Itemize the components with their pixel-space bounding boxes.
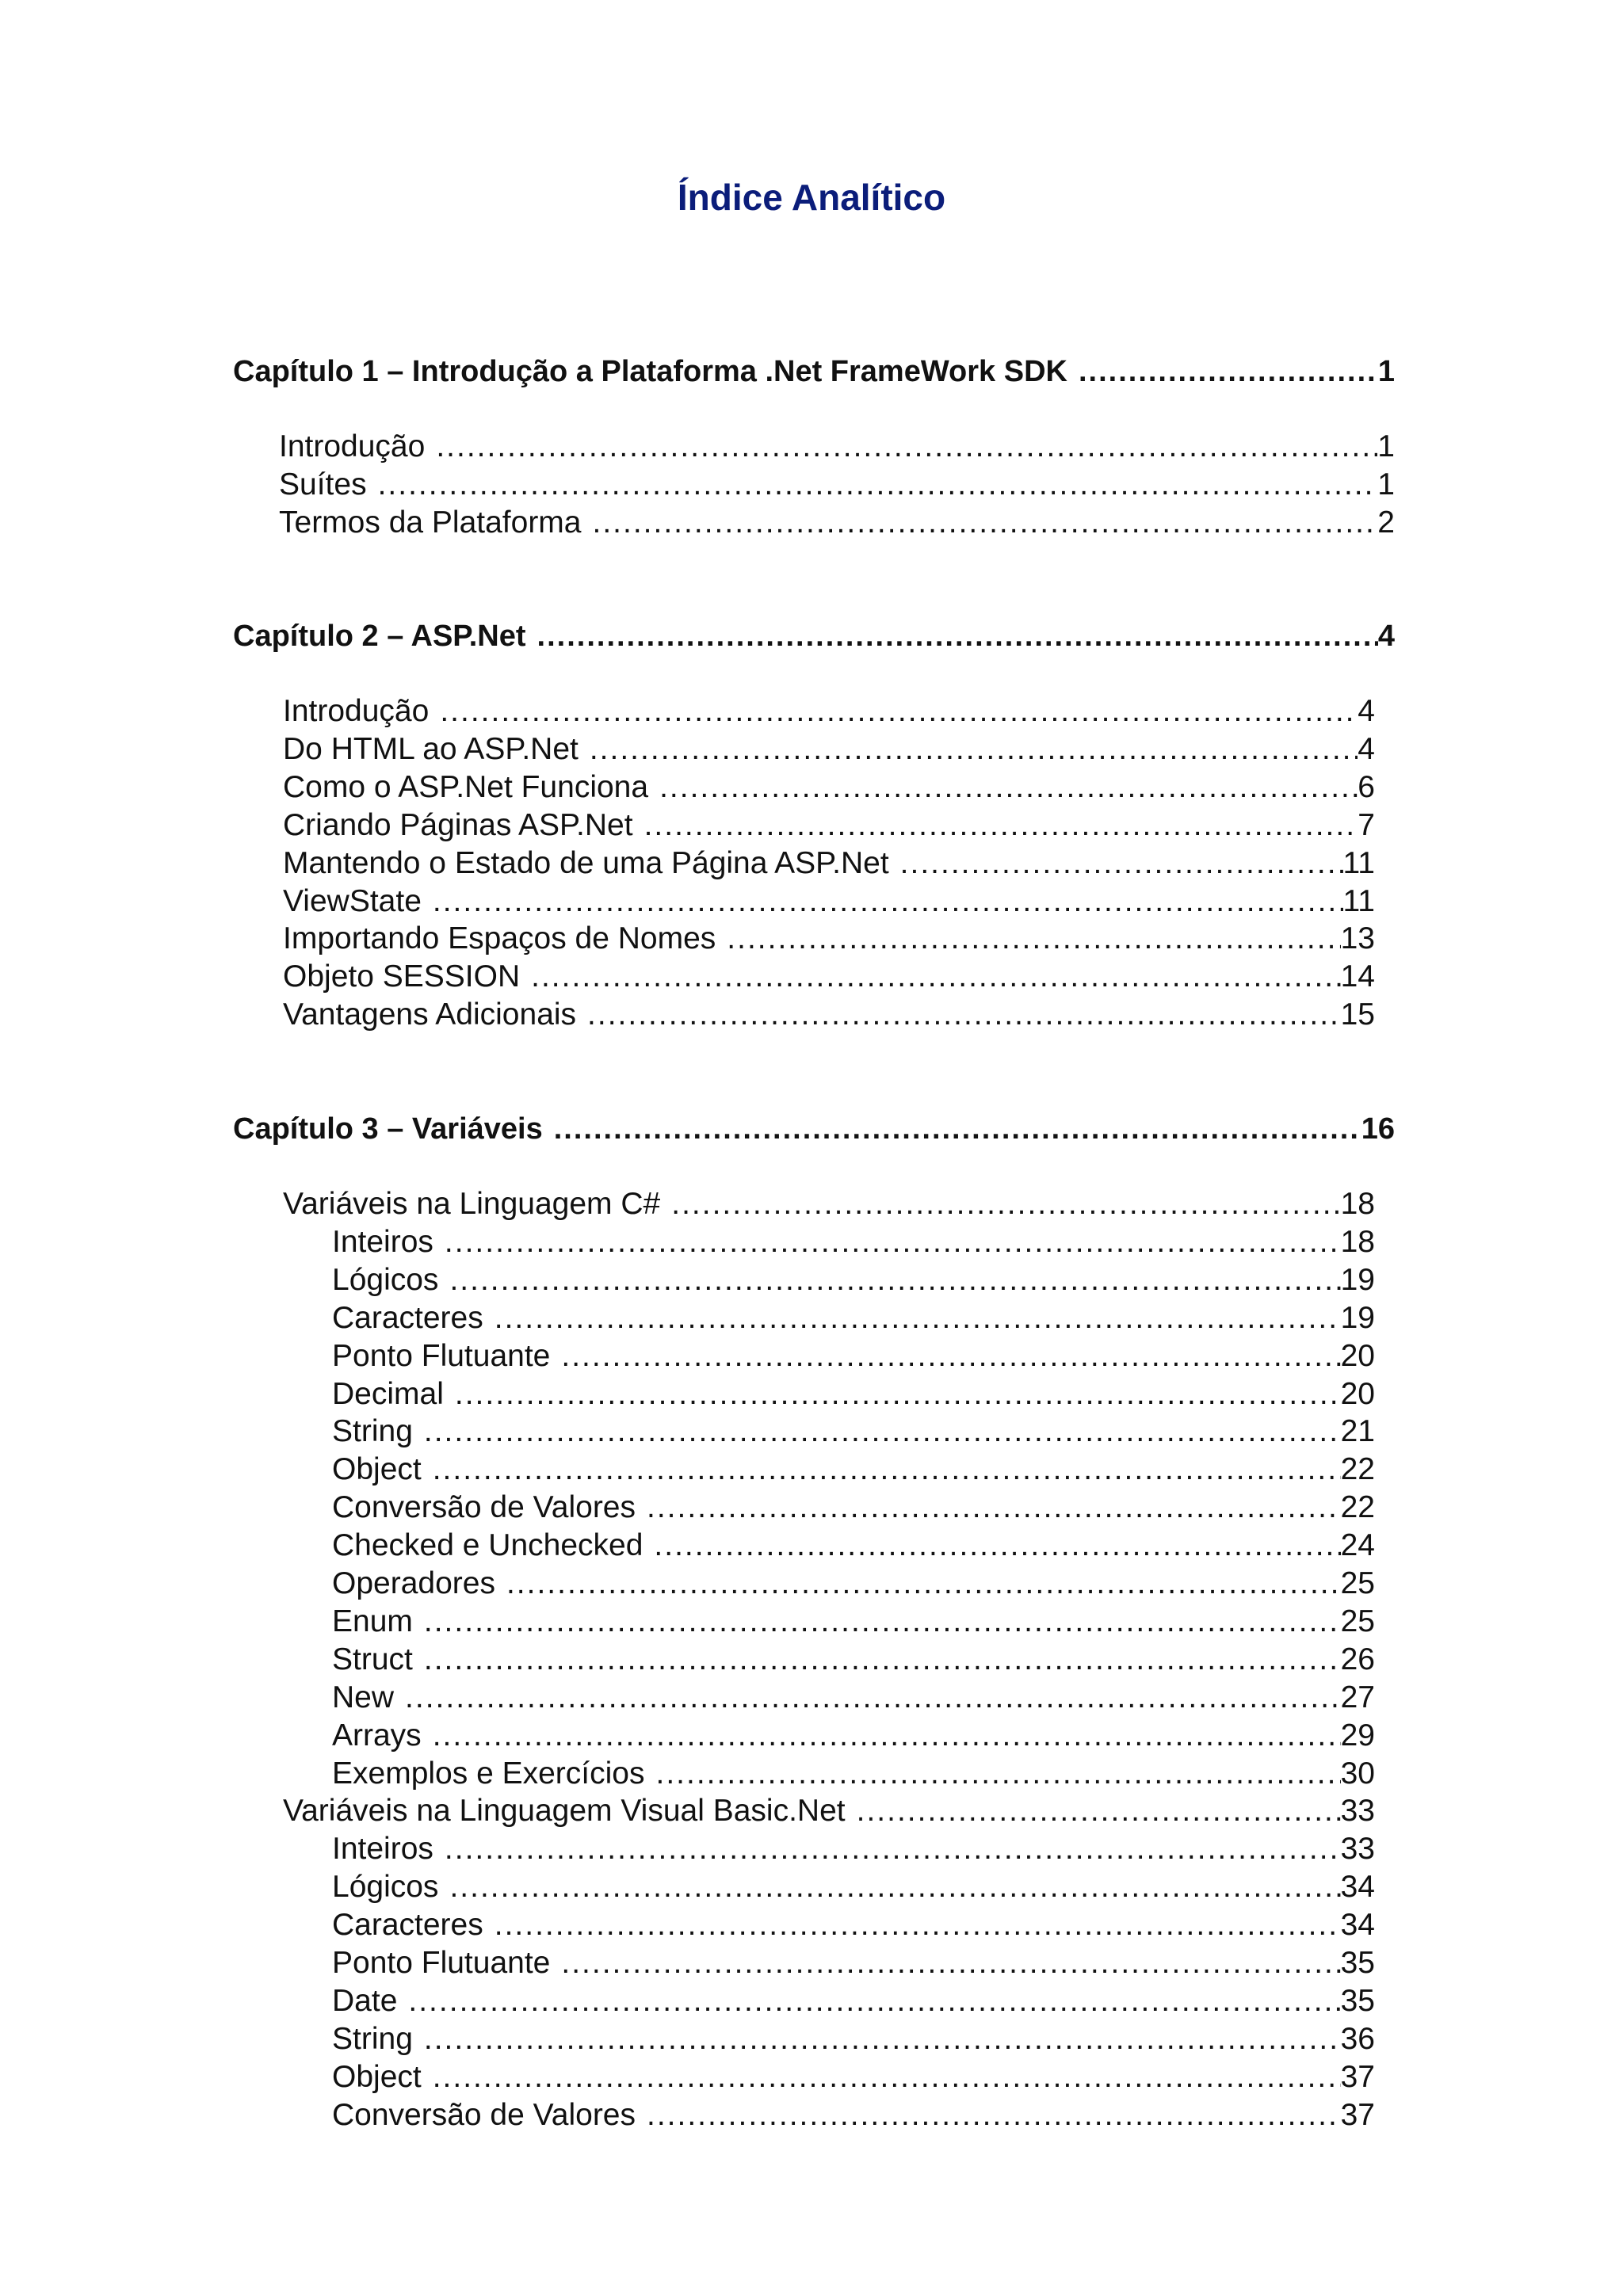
toc-section-entry[interactable]: [283, 694, 1375, 730]
toc-subsection-entry[interactable]: [332, 1870, 1375, 1905]
dot-leader: [422, 1718, 1341, 1754]
toc-entry-label: Caracteres: [332, 1300, 483, 1335]
dot-leader: [526, 620, 1378, 654]
toc-entry-page-number: 1: [1377, 355, 1395, 388]
dot-leader: [633, 808, 1358, 844]
toc-entry-label: Conversão de Valores: [332, 2097, 636, 2132]
dot-leader: [846, 1794, 1341, 1829]
toc-entry-page-number: 19: [1340, 1300, 1375, 1335]
toc-section-entry[interactable]: [279, 467, 1395, 503]
dot-leader: [397, 1984, 1340, 2019]
toc-subsection-entry[interactable]: [332, 1908, 1375, 1943]
dot-leader: [889, 846, 1343, 882]
dot-leader: [636, 2098, 1341, 2134]
toc-section-entry[interactable]: [283, 846, 1375, 882]
dot-leader: [413, 1414, 1341, 1450]
toc-entry-label: String: [332, 2021, 413, 2056]
dot-leader: [367, 467, 1378, 503]
toc-entry-label: Lógicos: [332, 1870, 439, 1905]
toc-subsection-entry[interactable]: [332, 1756, 1375, 1792]
toc-entry-page-number: 18: [1340, 1224, 1375, 1259]
toc-entry-label: Termos da Plataforma: [279, 505, 582, 540]
toc-section-entry[interactable]: [279, 429, 1395, 465]
toc-entry-page-number: 29: [1340, 1718, 1375, 1753]
toc-entry-page-number: 33: [1340, 1832, 1375, 1867]
toc-subsection-entry[interactable]: [332, 1225, 1375, 1261]
dot-leader: [413, 2022, 1341, 2058]
toc-entry-page-number: 11: [1342, 845, 1375, 880]
dot-leader: [425, 429, 1377, 465]
toc-entry-label: New: [332, 1680, 395, 1714]
toc-section-entry[interactable]: [283, 770, 1375, 806]
toc-entry-page-number: 16: [1361, 1112, 1395, 1146]
toc-subsection-entry[interactable]: [332, 1377, 1375, 1413]
toc-entry-page-number: 4: [1377, 620, 1395, 653]
toc-entry-page-number: 4: [1358, 694, 1375, 728]
dot-leader: [1067, 355, 1378, 390]
toc-section-entry[interactable]: [283, 1794, 1375, 1829]
toc-subsection-entry[interactable]: [332, 1832, 1375, 1867]
toc-entry-label: Capítulo 1 – Introdução a Plataforma .Net FrameWork SDK: [233, 355, 1067, 388]
toc-entry-label: Capítulo 2 – ASP.Net: [233, 620, 526, 653]
toc-entry-page-number: 20: [1340, 1338, 1375, 1373]
dot-leader: [422, 2060, 1341, 2096]
dot-leader: [433, 1225, 1341, 1261]
toc-entry-page-number: 24: [1340, 1528, 1375, 1563]
toc-entry-page-number: 1: [1377, 467, 1395, 502]
toc-entry-page-number: 4: [1358, 731, 1375, 766]
toc-entry-page-number: 30: [1340, 1756, 1375, 1791]
toc-entry-label: String: [332, 1414, 413, 1449]
toc-entry-page-number: 6: [1358, 769, 1375, 804]
dot-leader: [636, 1490, 1341, 1526]
toc-entry-label: Object: [332, 2059, 422, 2094]
toc-entry-label: Criando Páginas ASP.Net: [283, 807, 633, 842]
toc-entry-label: Lógicos: [332, 1262, 439, 1297]
toc-entry-page-number: 36: [1340, 2021, 1375, 2056]
toc-entry-label: Ponto Flutuante: [332, 1338, 551, 1373]
toc-entry-page-number: 22: [1340, 1490, 1375, 1525]
toc-entry-label: Introdução: [279, 429, 426, 463]
toc-entry-label: Checked e Unchecked: [332, 1528, 643, 1563]
toc-entry-label: Capítulo 3 – Variáveis: [233, 1112, 543, 1146]
toc-subsection-entry[interactable]: [332, 1566, 1375, 1602]
toc-entry-page-number: 11: [1342, 883, 1375, 918]
toc-entry-page-number: 14: [1340, 959, 1375, 994]
toc-subsection-entry[interactable]: [332, 1946, 1375, 1981]
toc-entry-label: Objeto SESSION: [283, 959, 521, 994]
toc-entry-label: Vantagens Adicionais: [283, 997, 577, 1032]
toc-entry-page-number: 35: [1340, 1946, 1375, 1980]
toc-subsection-entry[interactable]: [332, 1680, 1375, 1716]
toc-entry-page-number: 13: [1340, 921, 1375, 956]
toc-entry-label: Importando Espaços de Nomes: [283, 921, 716, 956]
dot-leader: [483, 1908, 1341, 1943]
dot-leader: [643, 1528, 1340, 1564]
toc-entry-page-number: 15: [1340, 997, 1375, 1032]
toc-entry-page-number: 37: [1340, 2059, 1375, 2094]
dot-leader: [444, 1377, 1341, 1413]
toc-entry-label: Inteiros: [332, 1832, 433, 1867]
toc-entry-label: Introdução: [283, 694, 430, 728]
toc-subsection-entry[interactable]: [332, 1604, 1375, 1640]
toc-chapter-heading[interactable]: [233, 355, 1395, 390]
toc-entry-page-number: 25: [1340, 1604, 1375, 1638]
toc-entry-label: Object: [332, 1452, 422, 1487]
dot-leader: [579, 732, 1358, 768]
toc-subsection-entry[interactable]: [332, 1718, 1375, 1754]
dot-leader: [413, 1604, 1341, 1640]
dot-leader: [483, 1301, 1341, 1337]
dot-leader: [716, 921, 1340, 957]
toc-entry-page-number: 20: [1340, 1376, 1375, 1411]
toc-entry-page-number: 2: [1377, 505, 1395, 540]
toc-entry-label: Ponto Flutuante: [332, 1946, 551, 1980]
dot-leader: [644, 1756, 1340, 1792]
toc-subsection-entry[interactable]: [332, 1528, 1375, 1564]
toc-subsection-entry[interactable]: [332, 1984, 1375, 2019]
dot-leader: [394, 1680, 1341, 1716]
toc-subsection-entry[interactable]: [332, 1339, 1375, 1375]
toc-entry-label: Variáveis na Linguagem C#: [283, 1187, 661, 1221]
toc-entry-page-number: 7: [1358, 807, 1375, 842]
toc-subsection-entry[interactable]: [332, 1452, 1375, 1488]
dot-leader: [433, 1832, 1341, 1867]
toc-entry-label: Do HTML ao ASP.Net: [283, 731, 579, 766]
toc-subsection-entry[interactable]: [332, 1301, 1375, 1337]
page-title: Índice Analítico: [677, 177, 946, 218]
toc-entry-label: Arrays: [332, 1718, 422, 1753]
toc-entry-page-number: 19: [1340, 1262, 1375, 1297]
toc-subsection-entry[interactable]: [332, 2060, 1375, 2096]
toc-entry-label: Decimal: [332, 1376, 444, 1411]
dot-leader: [550, 1339, 1340, 1375]
toc-entry-page-number: 33: [1340, 1794, 1375, 1829]
toc-entry-page-number: 1: [1377, 429, 1395, 463]
toc-section-entry[interactable]: [283, 732, 1375, 768]
dot-leader: [495, 1566, 1341, 1602]
toc-subsection-entry[interactable]: [332, 1490, 1375, 1526]
dot-leader: [429, 694, 1358, 730]
toc-entry-label: Enum: [332, 1604, 413, 1638]
toc-entry-page-number: 34: [1340, 1870, 1375, 1905]
toc-entry-page-number: 26: [1340, 1642, 1375, 1676]
toc-subsection-entry[interactable]: [332, 2022, 1375, 2058]
dot-leader: [576, 997, 1341, 1033]
toc-section-entry[interactable]: [279, 505, 1395, 541]
dot-leader: [543, 1112, 1361, 1147]
toc-subsection-entry[interactable]: [332, 1414, 1375, 1450]
toc-section-entry[interactable]: [283, 1187, 1375, 1222]
toc-section-entry[interactable]: [283, 921, 1375, 957]
toc-subsection-entry[interactable]: [332, 2098, 1375, 2134]
dot-leader: [520, 959, 1340, 995]
toc-chapter-heading[interactable]: [233, 620, 1395, 654]
dot-leader: [438, 1263, 1340, 1299]
toc-entry-label: Date: [332, 1983, 398, 2018]
dot-leader: [550, 1946, 1340, 1981]
toc-entry-page-number: 35: [1340, 1983, 1375, 2018]
dot-leader: [660, 1187, 1340, 1222]
toc-entry-page-number: 37: [1340, 2097, 1375, 2132]
toc-entry-page-number: 21: [1340, 1414, 1375, 1449]
toc-entry-page-number: 34: [1340, 1908, 1375, 1943]
dot-leader: [648, 770, 1358, 806]
toc-subsection-entry[interactable]: [332, 1263, 1375, 1299]
toc-entry-label: ViewState: [283, 883, 422, 918]
dot-leader: [413, 1642, 1341, 1678]
toc-entry-label: Variáveis na Linguagem Visual Basic.Net: [283, 1794, 846, 1829]
toc-section-entry[interactable]: [283, 884, 1375, 920]
toc-entry-page-number: 22: [1340, 1452, 1375, 1487]
toc-entry-label: Conversão de Valores: [332, 1490, 636, 1525]
toc-entry-page-number: 18: [1340, 1187, 1375, 1221]
dot-leader: [422, 1452, 1341, 1488]
toc-entry-label: Exemplos e Exercícios: [332, 1756, 645, 1791]
toc-entry-label: Suítes: [279, 467, 367, 502]
dot-leader: [582, 505, 1378, 541]
dot-leader: [438, 1870, 1340, 1905]
toc-section-entry[interactable]: [283, 808, 1375, 844]
toc-entry-label: Inteiros: [332, 1224, 433, 1259]
toc-entry-page-number: 25: [1340, 1566, 1375, 1600]
toc-entry-label: Caracteres: [332, 1908, 483, 1943]
dot-leader: [422, 884, 1343, 920]
toc-entry-label: Struct: [332, 1642, 413, 1676]
toc-section-entry[interactable]: [283, 959, 1375, 995]
toc-chapter-heading[interactable]: [233, 1112, 1395, 1147]
toc-entry-label: Como o ASP.Net Funciona: [283, 769, 649, 804]
toc-entry-page-number: 27: [1340, 1680, 1375, 1714]
toc-subsection-entry[interactable]: [332, 1642, 1375, 1678]
toc-section-entry[interactable]: [283, 997, 1375, 1033]
toc-entry-label: Operadores: [332, 1566, 495, 1600]
toc-entry-label: Mantendo o Estado de uma Página ASP.Net: [283, 845, 889, 880]
